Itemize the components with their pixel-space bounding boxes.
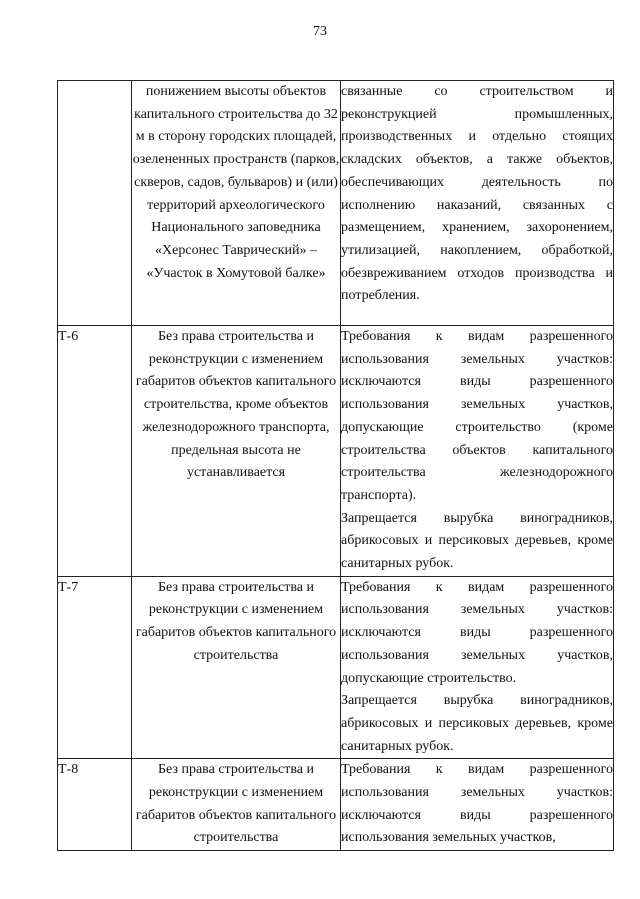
zone-code-cell: Т-6 (58, 326, 132, 577)
requirement-paragraph: связанные со строительством и реконструкцией промышленных, производственных и отдельно стоящих складских объектов, а также объектов, обеспечивающих деятельность по исполнению наказаний, связанных с размещением, хранением, захоронением, утилизацией, накоплением, обработкой, обезвреживанием отходов производства и потребления. (341, 84, 613, 304)
zone-code-cell (58, 81, 132, 326)
table-row (58, 576, 614, 759)
page-number: 73 (313, 24, 327, 39)
requirements-cell (341, 326, 614, 577)
regime-cell: Без права строительства и реконструкции с изменением габаритов объектов капитального строительства, кроме объектов железнодорожного транспорта, предельная высота не устанавливается (132, 326, 341, 577)
table-row (58, 326, 614, 577)
requirement-paragraph: Требования к видам разрешенного использования земельных участков: исключаются виды разрешенного использования земельных участков, (341, 762, 613, 846)
requirement-paragraph: Запрещается вырубка виноградников, абрикосовых и персиковых деревьев, кроме санитарных рубок. (341, 510, 613, 572)
requirement-paragraph: Требования к видам разрешенного использования земельных участков: исключаются виды разрешенного использования земельных участков, допускающие строительство. (341, 579, 613, 686)
regime-cell: Без права строительства и реконструкции с изменением габаритов объектов капитального строительства (132, 759, 341, 851)
requirements-cell (341, 759, 614, 851)
zone-regulations-table (57, 80, 614, 851)
requirements-cell (341, 576, 614, 759)
regime-cell: Без права строительства и реконструкции с изменением габаритов объектов капитального строительства (132, 576, 341, 759)
requirement-paragraph: Требования к видам разрешенного использования земельных участков: исключаются виды разрешенного использования земельных участков, допускающие строительство (кроме строительства объектов капитального строительства железнодорожного транспорта). (341, 329, 613, 503)
regime-cell: понижением высоты объектов капитального строительства до 32 м в сторону городских площадей, озелененных пространств (парков, скверов, садов, бульваров) и (или) территорий археологического Национального заповедника «Херсонес Таврический» – «Участок в Хомутовой балке» (132, 81, 341, 326)
requirement-paragraph: Запрещается вырубка виноградников, абрикосовых и персиковых деревьев, кроме санитарных рубок. (341, 693, 613, 754)
table-row (58, 759, 614, 851)
zone-code-cell: Т-8 (58, 759, 132, 851)
table-row (58, 81, 614, 326)
requirements-cell (341, 81, 614, 326)
zone-code-cell: Т-7 (58, 576, 132, 759)
